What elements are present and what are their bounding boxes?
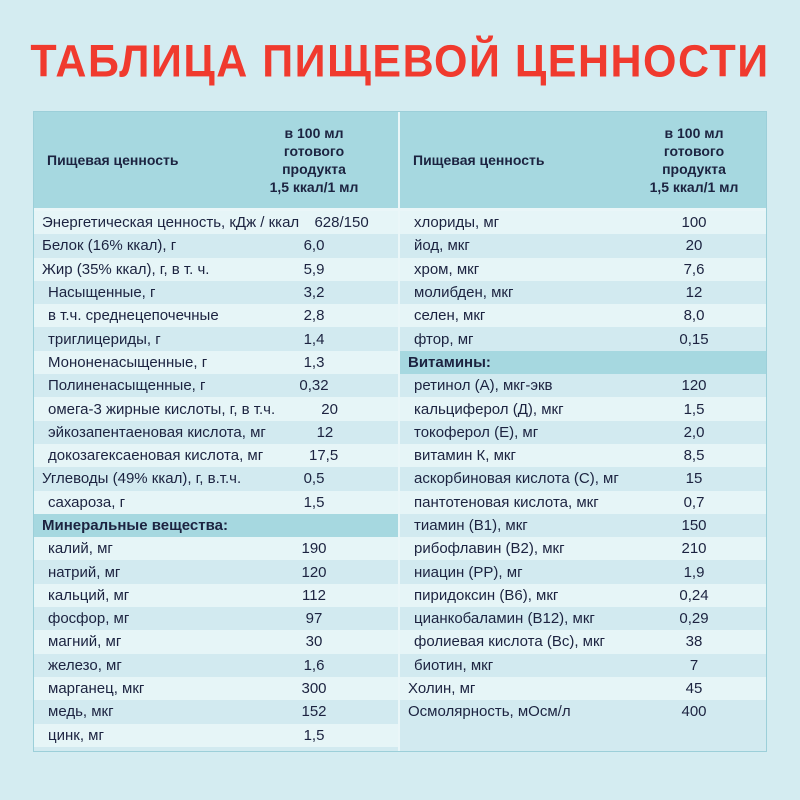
nutrient-value: 1,6: [303, 656, 325, 674]
table-row: [400, 327, 766, 350]
table-rows-right: [400, 211, 766, 751]
nutrient-value: 190: [301, 540, 327, 558]
page-title: ТАБЛИЦА ПИЩЕВОЙ ЦЕННОСТИ: [30, 36, 770, 88]
header-unit-line: продукта: [662, 161, 726, 177]
nutrient-value: 1,5: [303, 726, 325, 744]
nutrient-name: Полиненасыщенные, г: [48, 377, 206, 395]
nutrient-value: 2,8: [303, 307, 325, 325]
nutrient-value: 1,5: [303, 493, 325, 511]
nutrient-name: Холин, мг: [408, 680, 476, 698]
nutrient-name: Жир (35% ккал), г, в т. ч.: [42, 260, 210, 278]
nutrient-value: 150: [681, 517, 707, 534]
header-unit-line: продукта: [282, 161, 346, 177]
nutrient-name: ретинол (А), мкг-экв: [414, 377, 553, 395]
table-row: [34, 491, 398, 514]
nutrient-name: молибден, мкг: [414, 284, 514, 302]
table-row: [400, 374, 766, 397]
table-row: [34, 700, 398, 723]
nutrient-value: 30: [305, 633, 323, 651]
nutrient-name: омега-3 жирные кислоты, г, в т.ч.: [48, 400, 276, 418]
nutrient-value: 1,3: [303, 353, 325, 371]
header-unit-line: 1,5 ккал/1 мл: [269, 179, 359, 195]
table-row: [400, 397, 766, 420]
nutrient-value: 1,9: [683, 563, 705, 581]
table-row: [400, 677, 766, 700]
nutrient-name: тиамин (В1), мкг: [414, 517, 528, 534]
table-column-left: [34, 112, 400, 751]
nutrient-value: 8,0: [683, 307, 705, 325]
nutrient-value: 120: [301, 563, 327, 581]
table-row: [34, 584, 398, 607]
nutrient-value: 8,5: [683, 447, 705, 465]
nutrient-value: 15: [685, 470, 703, 488]
nutrient-value: 7,6: [683, 260, 705, 278]
nutrient-name: сахароза, г: [48, 493, 126, 511]
nutrient-value: 5,9: [303, 260, 325, 278]
nutrient-name: Осмолярность, мОсм/л: [408, 703, 571, 721]
nutrient-name: в т.ч. среднецепочечные: [48, 307, 219, 325]
nutrient-name: витамин К, мкг: [414, 447, 516, 465]
table-row: [400, 630, 766, 653]
nutrient-value: 0,5: [303, 470, 325, 488]
nutrient-value: 112: [302, 586, 326, 604]
table-row: [400, 234, 766, 257]
nutrient-value: 20: [685, 237, 703, 255]
nutrient-name: докозагексаеновая кислота, мг: [48, 447, 264, 465]
nutrient-name: рибофлавин (В2), мкг: [414, 540, 565, 558]
table-row: [34, 677, 398, 700]
table-row: [34, 467, 398, 490]
nutrient-name: Мононенасыщенные, г: [48, 353, 208, 371]
nutrient-value: 97: [305, 610, 323, 628]
nutrient-value: 3,2: [303, 284, 325, 302]
section-header-row: [34, 514, 398, 537]
column-header: [34, 112, 398, 211]
table-row: [34, 234, 398, 257]
header-unit-line: готового: [283, 143, 345, 159]
table-row: [34, 630, 398, 653]
column-header: [400, 112, 766, 211]
nutrient-name: пиридоксин (В6), мкг: [414, 586, 559, 604]
nutrient-name: хлориды, мг: [414, 214, 500, 232]
table-row: [400, 258, 766, 281]
nutrient-value: 210: [681, 540, 707, 558]
header-unit-line: 1,5 ккал/1 мл: [649, 179, 739, 195]
nutrient-name: кальциферол (Д), мкг: [414, 400, 564, 418]
nutrient-name: фолиевая кислота (Вс), мкг: [414, 633, 606, 651]
header-unit-label: [628, 124, 766, 196]
table-row: [34, 304, 398, 327]
nutrient-value: 38: [685, 633, 703, 651]
nutrient-value: 17,5: [309, 447, 339, 465]
empty-filler: [34, 747, 398, 751]
nutrient-value: 0,29: [679, 610, 709, 628]
nutrient-value: 400: [681, 703, 707, 721]
nutrient-name: кальций, мг: [48, 586, 130, 604]
table-row: [34, 724, 398, 747]
table-row: [34, 327, 398, 350]
nutrient-name: аскорбиновая кислота (С), мг: [414, 470, 619, 488]
nutrient-value: 0,32: [299, 377, 329, 395]
table-row: [34, 537, 398, 560]
nutrient-value: 1,4: [303, 330, 325, 348]
nutrient-value: 152: [301, 703, 327, 721]
table-rows-left: [34, 211, 398, 751]
nutrient-name: медь, мкг: [48, 703, 114, 721]
table-row: [34, 351, 398, 374]
nutrient-name: натрий, мг: [48, 563, 121, 581]
nutrient-value: 20: [321, 400, 338, 418]
table-row: [400, 444, 766, 467]
empty-filler: [400, 724, 766, 751]
header-name-label: Пищевая ценность: [47, 152, 179, 168]
table-row: [34, 281, 398, 304]
header-unit-line: готового: [663, 143, 725, 159]
nutrient-value: 0,15: [679, 330, 709, 348]
nutrient-value: 628/150: [314, 214, 369, 232]
table-row: [34, 607, 398, 630]
nutrient-name: ниацин (РР), мг: [414, 563, 523, 581]
table-row: [34, 560, 398, 583]
nutrient-name: йод, мкг: [414, 237, 470, 255]
table-row: [34, 258, 398, 281]
nutrient-name: Углеводы (49% ккал), г, в.т.ч.: [42, 470, 242, 488]
nutrient-name: токоферол (Е), мг: [414, 423, 539, 441]
header-unit-line: в 100 мл: [664, 125, 724, 141]
table-row: [400, 654, 766, 677]
nutrient-name: фосфор, мг: [48, 610, 130, 628]
table-row: [400, 560, 766, 583]
nutrient-value: 45: [685, 680, 703, 698]
nutrient-name: калий, мг: [48, 540, 113, 558]
table-row: [34, 374, 398, 397]
nutrient-value: 1,5: [683, 400, 705, 418]
section-title: Витамины:: [408, 353, 491, 371]
nutrient-name: триглицериды, г: [48, 330, 161, 348]
nutrient-value: 100: [681, 214, 707, 232]
nutrient-name: цинк, мг: [48, 726, 104, 744]
table-row: [400, 304, 766, 327]
nutrient-value: 12: [685, 284, 703, 302]
nutrient-value: 0,7: [683, 493, 705, 511]
table-row: [34, 421, 398, 444]
header-name-label: Пищевая ценность: [413, 152, 545, 168]
nutrition-table: [33, 111, 767, 752]
table-row: [400, 421, 766, 444]
nutrient-name: цианкобаламин (В12), мкг: [414, 610, 595, 628]
table-row: [400, 467, 766, 490]
nutrient-value: 2,0: [683, 423, 705, 441]
nutrient-name: Энергетическая ценность, кДж / ккал: [42, 214, 300, 232]
table-column-right: [400, 112, 766, 751]
section-title: Минеральные вещества:: [42, 517, 228, 534]
nutrient-value: 300: [301, 680, 327, 698]
nutrient-name: эйкозапентаеновая кислота, мг: [48, 423, 266, 441]
nutrient-name: биотин, мкг: [414, 656, 494, 674]
nutrient-value: 12: [316, 423, 334, 441]
header-unit-line: в 100 мл: [284, 125, 344, 141]
nutrient-value: 0,24: [679, 586, 709, 604]
table-row: [34, 397, 398, 420]
nutrient-name: марганец, мкг: [48, 680, 145, 698]
nutrient-name: Белок (16% ккал), г: [42, 237, 177, 255]
table-row: [400, 211, 766, 234]
table-row: [400, 281, 766, 304]
table-row: [400, 607, 766, 630]
nutrient-name: фтор, мг: [414, 330, 474, 348]
section-header-row: [400, 351, 766, 374]
table-row: [400, 537, 766, 560]
table-row: [400, 584, 766, 607]
table-row: [34, 654, 398, 677]
table-row: [34, 444, 398, 467]
table-row: [400, 700, 766, 723]
header-unit-label: [244, 124, 398, 196]
nutrient-value: 6,0: [303, 237, 325, 255]
nutrient-value: 7: [689, 656, 699, 674]
table-row: [34, 211, 398, 234]
nutrient-name: Насыщенные, г: [48, 284, 156, 302]
nutrient-name: селен, мкг: [414, 307, 486, 325]
nutrient-name: магний, мг: [48, 633, 122, 651]
nutrient-name: пантотеновая кислота, мкг: [414, 493, 599, 511]
table-row: [400, 514, 766, 537]
nutrient-value: 120: [681, 377, 707, 395]
table-row: [400, 491, 766, 514]
nutrient-name: железо, мг: [48, 656, 122, 674]
nutrient-name: хром, мкг: [414, 260, 480, 278]
